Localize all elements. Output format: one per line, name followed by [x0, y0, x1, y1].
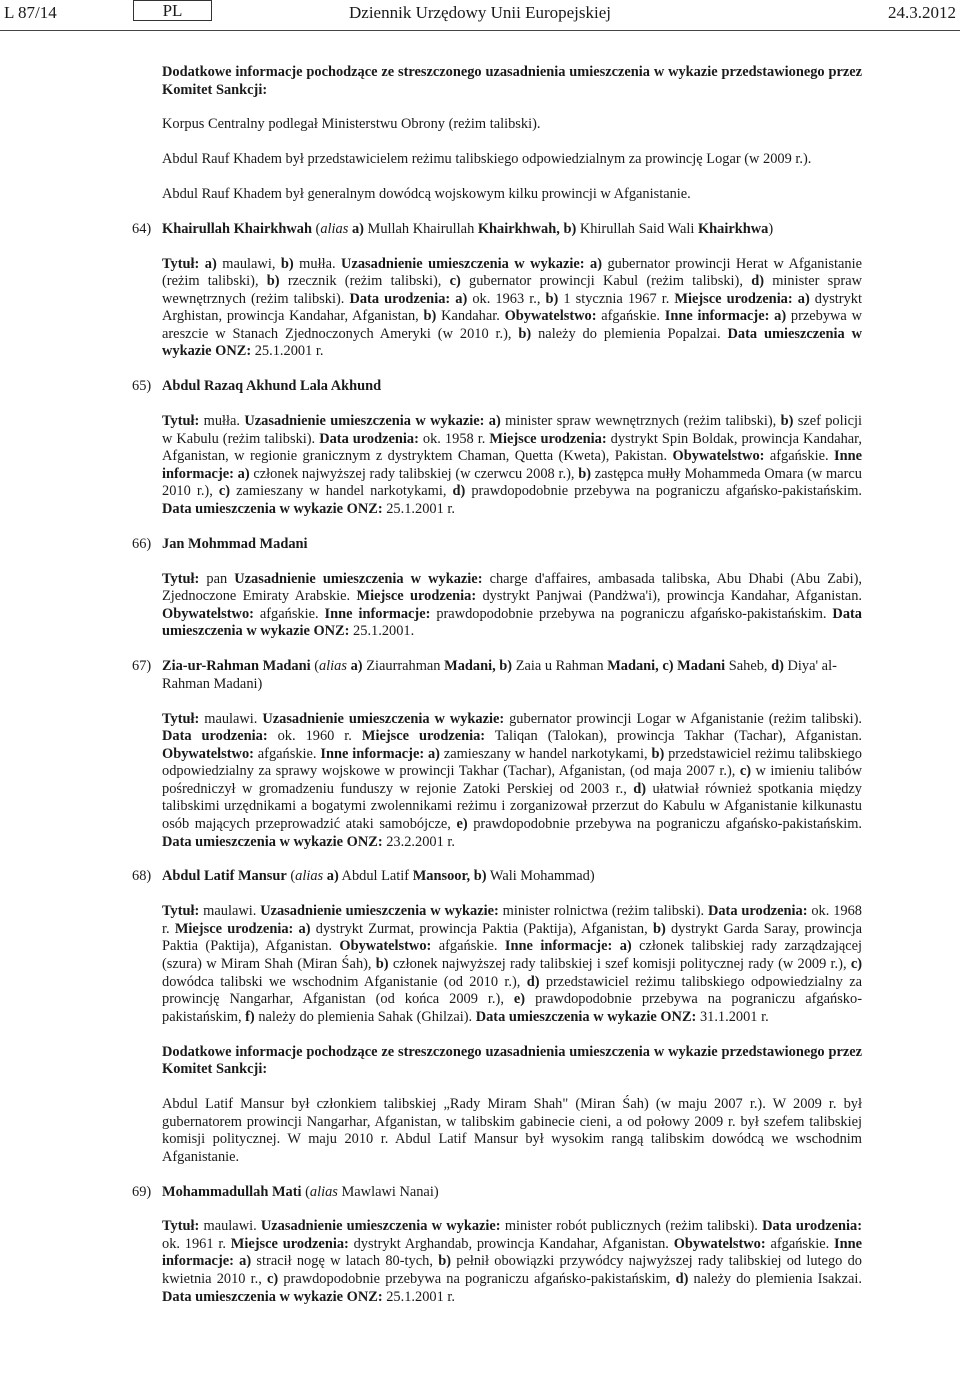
list-entry-title — [132, 220, 862, 239]
bold-text: d) — [751, 273, 764, 290]
bold-text: d) — [526, 973, 540, 990]
paragraph: Korpus Centralny podlegał Ministerstwu Obrony (reżim talibski). — [162, 116, 541, 133]
bold-text: Madani, — [607, 658, 659, 675]
bold-text: Khairkhwa — [697, 220, 769, 237]
bold-text: Miejsce urodzenia: a) — [174, 920, 311, 937]
entry-number: 66) — [132, 535, 152, 552]
italic-text: alias — [318, 658, 347, 675]
text-run: należy do plemienia Sahak (Ghilzai). — [254, 1008, 476, 1025]
bold-text: Miejsce urodzenia: — [361, 728, 486, 745]
text-run: w imieniu talibów pośredniczył w gromadzeniu funduszy w rejonie Zatoki Perskiej od 2003 r., — [162, 763, 862, 797]
bold-text: Tytuł: — [162, 903, 200, 920]
bold-text: b) — [473, 868, 487, 885]
text-run: Kandahar. — [436, 308, 505, 325]
text-run: ( — [310, 658, 319, 675]
entry-number: 68) — [132, 868, 152, 885]
bold-text: b) — [280, 255, 294, 272]
bold-text: Data urodzenia: a) — [349, 290, 468, 307]
bold-text: d) — [771, 658, 784, 675]
bold-text: Inne informacje: a) — [664, 308, 787, 325]
bold-text: b) — [266, 273, 280, 290]
text-run: Wali Mohammad) — [486, 868, 595, 885]
entry-details — [162, 413, 862, 519]
list-entry-title — [132, 868, 862, 886]
text-run: Diya' al-Rahman Madani) — [162, 658, 837, 692]
bold-text: Data urodzenia: — [707, 903, 808, 920]
bold-text: Obywatelstwo: — [162, 605, 254, 622]
text-run: ok. 1960 r. — [267, 728, 362, 745]
text-run: mułła. — [199, 413, 245, 430]
bold-text: Zia-ur-Rahman Madani — [162, 658, 311, 675]
bold-text: Abdul Razaq Akhund Lala Akhund — [162, 378, 382, 395]
text-run: dystrykt Spin Boldak, prowincja Kandahar, Afganistan, w regionie granicznym z dystryktem Chaman, Quetta (Kweta), Pakistan. — [162, 430, 862, 465]
text-run: przedstawiciel reżimu talibskiego odpowiedzialny za sprawy wojskowe w prowincji Takhar (Tachar), Afganistan, (od maja 2007 r.), — [162, 745, 862, 780]
text-run: rzecznik (reżim talibski), — [279, 273, 450, 290]
bold-text: Inne informacje: a) — [504, 938, 632, 955]
journal-title: Dziennik Urzędowy Unii Europejskiej — [349, 3, 612, 22]
entry-details — [162, 571, 862, 641]
text-run: afgańskie. — [596, 308, 665, 325]
bold-text: b) — [438, 1253, 451, 1270]
bold-text: Tytuł: — [162, 710, 200, 727]
text-run: ułatwiał również spotkania między talibskimi urzędnikami a bogatymi zwolennikami reżimu i zorganizował przerzut do Kabulu w Afganistanie kilkunastu osób mających przeprowadzić ataki samobójcze, — [162, 780, 862, 833]
entry-details — [162, 1044, 862, 1079]
bold-text: Obywatelstwo: — [504, 308, 597, 325]
text-run: dystrykt Arghandab, prowincja Kandahar, Afganistan. — [348, 1235, 674, 1252]
text-run: zamieszany w handel narkotykami, — [439, 745, 652, 762]
text-run: Abdul Latif — [338, 868, 413, 885]
bold-text: Miejsce urodzenia: — [230, 1235, 349, 1252]
header-rule — [0, 30, 960, 31]
bold-text: Dodatkowe informacje pochodzące ze streszczonego uzasadnienia umieszczenia w wykazie przedstawionego przez Komitet Sankcji: — [162, 1043, 862, 1078]
text-run: ( — [311, 220, 321, 237]
entry-details — [162, 711, 862, 852]
text-run: 25.1.2001 r. — [382, 501, 455, 517]
bold-text: c) — [850, 956, 862, 972]
bold-text: Mansoor, — [412, 868, 471, 885]
bold-text: Inne informacje: a) — [320, 745, 440, 762]
text-run: dowódca talibski we wschodnim Afganistanie (od 2010 r.), — [162, 973, 527, 990]
text-run: gubernator prowincji Logar w Afganistanie (reżim talibski). — [504, 710, 862, 727]
bold-text: Data urodzenia: — [762, 1218, 862, 1235]
bold-text: b) — [780, 413, 794, 430]
text-run: minister spraw wewnętrznych (reżim talibski), — [500, 413, 781, 430]
bold-text: Uzasadnienie umieszczenia w wykazie: — [260, 1218, 501, 1235]
bold-text: b) — [518, 325, 532, 342]
paragraph: Abdul Rauf Khadem był generalnym dowódcą wojskowym kilku prowincji w Afganistanie. — [162, 185, 691, 202]
paragraph: Abdul Rauf Khadem był przedstawicielem reżimu talibskiego odpowiedzialnym za prowincję Logar (w 2009 r.). — [162, 151, 812, 168]
text-run: afgańskie. — [253, 745, 321, 762]
text-run: prawdopodobnie przebywa na pograniczu afgańsko-pakistańskim. — [430, 605, 833, 622]
text-run: szef policji w Kabulu (reżim talibski). — [162, 413, 862, 447]
text-run: dystrykt Panjwai (Pandżwa'i), prowincja Kandahar, Afganistan. — [476, 588, 862, 605]
text-run: ok. 1963 r., — [467, 290, 546, 307]
bold-text: Tytuł: — [162, 570, 200, 587]
entry-number: 67) — [132, 658, 152, 675]
publication-date: 24.3.2012 — [888, 3, 956, 22]
text-run: 25.1.2001 r. — [251, 343, 324, 360]
bold-text: c) — [449, 273, 461, 290]
bold-text: Mohammadullah Mati — [162, 1183, 302, 1200]
italic-text: alias — [309, 1183, 338, 1200]
bold-text: Data urodzenia: — [162, 728, 268, 745]
entry-details — [162, 1096, 862, 1166]
bold-text: a) — [326, 868, 339, 885]
text-run: członek najwyższej rady talibskiej i szef komisji politycznej rady (w 2009 r.), — [388, 956, 851, 972]
language-box: PL — [133, 0, 212, 21]
text-run: pan — [199, 570, 235, 587]
text-run: 25.1.2001. — [349, 623, 415, 640]
entry-details — [162, 256, 862, 362]
text-run: 25.1.2001 r. — [382, 1288, 455, 1305]
text-run: należy do plemienia Popalzai. — [531, 325, 728, 342]
bold-text: c) — [267, 1271, 279, 1288]
bold-text: Tytuł: — [162, 413, 200, 430]
text-run: afgańskie. — [253, 605, 325, 622]
bold-text: b) — [375, 956, 389, 972]
text-run: dystrykt Arghistan, prowincja Kandahar, Afganistan, — [162, 290, 862, 325]
text-run: Abdul Latif Mansur był członkiem talibskiej „Rady Miram Shah" (Miran Śah) (w maju 2007 r.). W 2009 r. był gubernatorem prowincji Nangarhar, Afganistan, w talibskim gabinecie cieni, a od połowy 2009 r. był szefem talibskiej komisji politycznej. W maju 2010 r. Abdul Latif Mansur był wysokim rangą talibskim dowódcą we wschodnim Afganistanie. — [162, 1095, 862, 1165]
bold-text: Inne informacje: — [324, 605, 431, 622]
bold-text: f) — [245, 1008, 255, 1025]
text-run: maulawi. — [199, 710, 263, 727]
entry-number: 69) — [132, 1183, 152, 1200]
bold-text: Obywatelstwo: — [339, 938, 432, 955]
bold-text: d) — [675, 1271, 689, 1288]
bold-text: Miejsce urodzenia: a) — [674, 290, 810, 307]
text-run: 23.2.2001 r. — [382, 833, 455, 850]
text-run: prawdopodobnie przebywa na pograniczu afgańsko-pakistańskim. — [465, 483, 862, 500]
bold-text: Uzasadnienie umieszczenia w wykazie: — [262, 710, 505, 727]
text-run: minister rolnictwa (reżim talibski). — [498, 903, 708, 920]
bold-text: Abdul Latif Mansur — [162, 868, 287, 885]
text-run: stracił nogę w latach 80-tych, — [251, 1253, 439, 1270]
text-run: afgańskie. — [431, 938, 505, 955]
text-run: ok. 1968 r. — [162, 903, 862, 937]
bold-text: Obywatelstwo: — [672, 448, 765, 465]
bold-text: d) — [633, 780, 647, 797]
document-body — [132, 64, 863, 1323]
text-run: minister robót publicznych (reżim talibski). — [500, 1218, 763, 1235]
bold-text: Data umieszczenia w wykazie ONZ: — [162, 1288, 383, 1305]
text-run: ( — [301, 1183, 310, 1200]
text-run: członek talibskiej rady zarządzającej (szura) w Miram Shah (Miran Śah), — [162, 938, 862, 972]
text-run: prawdopodobnie przebywa na pograniczu afgańsko-pakistańskim, — [278, 1271, 676, 1288]
page-reference: L 87/14 — [4, 3, 57, 22]
text-run: Khirullah Said Wali — [576, 220, 698, 237]
text-run: ( — [286, 868, 296, 885]
bold-text: e) — [456, 816, 468, 833]
bold-text: c) — [218, 483, 231, 500]
text-run: Saheb, — [725, 658, 772, 675]
page-header — [0, 0, 960, 30]
bold-text: c) — [739, 763, 752, 780]
bold-text: Madani, — [444, 658, 496, 675]
bold-text: b) — [651, 745, 665, 762]
text-run: dystrykt Garda Saray, prowincja Paktia (Paktija), Afganistan. — [162, 920, 862, 955]
bold-text: Obywatelstwo: — [673, 1235, 766, 1252]
text-run: pełnił obowiązki przywódcy najwyższej rady talibskiej od lutego do kwietnia 2010 r., — [162, 1253, 862, 1288]
bold-text: Data umieszczenia w wykazie ONZ: — [162, 605, 862, 640]
bold-text: b) — [578, 465, 592, 482]
text-run: Zaia u Rahman — [512, 658, 608, 675]
text-run: zastępca mułły Mohammeda Omara (w marcu 2010 r.), — [162, 465, 862, 500]
bold-text: Data umieszczenia w wykazie ONZ: — [162, 325, 862, 360]
list-entry-title — [132, 535, 862, 554]
entries-list — [132, 220, 863, 1307]
bold-text: Obywatelstwo: — [162, 745, 254, 762]
bold-text: e) — [513, 991, 526, 1008]
list-entry-title — [132, 378, 862, 396]
text-run: zamieszany w handel narkotykami, — [230, 483, 453, 500]
text-run: 31.1.2001 r. — [696, 1008, 769, 1025]
italic-text: alias — [295, 868, 324, 885]
text-run: charge d'affaires, ambasada talibska, Abu Dhabi (Abu Zabi), Zjednoczone Emiraty Arabskie. — [162, 570, 863, 605]
bold-text: Jan Mohmmad Madani — [162, 535, 308, 552]
text-run: gubernator prowincji Herat w Afganistanie (reżim talibski), — [162, 255, 862, 290]
bold-text: c) Madani — [662, 658, 726, 675]
bold-text: Data urodzenia: — [319, 430, 419, 447]
bold-text: Inne informacje: a) — [162, 448, 862, 482]
text-run: mułła. — [293, 255, 342, 272]
text-run: 1 stycznia 1967 r. — [558, 290, 675, 307]
text-run: minister spraw wewnętrznych (reżim talibski). — [162, 273, 862, 307]
bold-text: Data umieszczenia w wykazie ONZ: — [162, 501, 383, 517]
bold-text: Uzasadnienie umieszczenia w wykazie: a) — [244, 413, 501, 430]
text-run: afgańskie. — [764, 448, 834, 465]
bold-text: Data umieszczenia w wykazie ONZ: — [162, 833, 383, 850]
bold-text: Tytuł: a) — [162, 255, 217, 272]
entry-details — [162, 1218, 862, 1306]
text-run: członek najwyższej rady talibskiej (w czerwcu 2008 r.), — [249, 465, 579, 482]
text-run: ok. 1961 r. — [162, 1235, 231, 1252]
bold-text: Uzasadnienie umieszczenia w wykazie: — [260, 903, 499, 920]
bold-text: Khairullah Khairkhwah — [162, 220, 312, 237]
bold-text: b) — [423, 308, 437, 325]
bold-text: b) — [563, 220, 577, 237]
text-run: prawdopodobnie przebywa na pograniczu afgańsko-pakistańskim. — [467, 816, 862, 833]
text-run: Mawlawi Nanai) — [337, 1183, 439, 1200]
text-run: ok. 1958 r. — [418, 430, 490, 447]
italic-text: alias — [320, 220, 349, 237]
text-run: maulawi, — [216, 255, 281, 272]
bold-text: a) — [351, 220, 364, 237]
text-run: afgańskie. — [765, 1235, 834, 1252]
bold-text: Uzasadnienie umieszczenia w wykazie: a) — [341, 255, 602, 272]
text-run: maulawi. — [199, 1218, 261, 1235]
text-run: Taliqan (Talokan), prowincja Takhar (Tachar), Afganistan. — [485, 728, 862, 745]
list-entry-title — [132, 658, 862, 693]
text-run: dystrykt Zurmat, prowincja Paktia (Paktija), Afganistan, — [310, 920, 653, 937]
list-entry-title — [132, 1183, 862, 1202]
text-run: Ziaurrahman — [362, 658, 445, 675]
text-run: Mullah Khairullah — [363, 220, 478, 237]
text-run: należy do plemienia Isakzai. — [688, 1271, 863, 1288]
bold-text: Inne informacje: a) — [162, 1235, 862, 1270]
bold-text: Miejsce urodzenia: — [356, 588, 477, 605]
bold-text: b) — [545, 290, 559, 307]
text-run: przedstawiciel reżimu talibskiego odpowiedzialny za prowincję Nangarhar, Afganistan (od końca 2009 r.), — [162, 973, 862, 1008]
intro-section — [162, 64, 862, 204]
text-run: maulawi. — [199, 903, 261, 920]
text-run: ) — [768, 220, 774, 237]
bold-text: Tytuł: — [162, 1218, 200, 1235]
bold-text: a) — [350, 658, 363, 675]
bold-text: Data umieszczenia w wykazie ONZ: — [475, 1008, 697, 1025]
bold-text: Uzasadnienie umieszczenia w wykazie: — [234, 570, 483, 587]
bold-text: d) — [452, 483, 466, 500]
entry-number: 65) — [132, 378, 152, 395]
text-run: przebywa w areszcie w Stanach Zjednoczonych Ameryki (w 2010 r.), — [162, 308, 862, 342]
text-run: gubernator prowincji Kabul (reżim talibski), — [460, 273, 752, 290]
text-run: prawdopodobnie przebywa na pograniczu afgańsko-pakistańskim, — [162, 991, 862, 1025]
bold-text: b) — [652, 920, 666, 937]
bold-text: Miejsce urodzenia: — [489, 430, 607, 447]
section-heading: Dodatkowe informacje pochodzące ze streszczonego uzasadnienia umieszczenia w wykazie przedstawionego przez Komitet Sankcji: — [162, 64, 862, 98]
entry-details — [162, 903, 862, 1026]
entry-number: 64) — [132, 220, 152, 237]
bold-text: b) — [499, 658, 513, 675]
bold-text: Khairkhwah, — [477, 220, 560, 237]
